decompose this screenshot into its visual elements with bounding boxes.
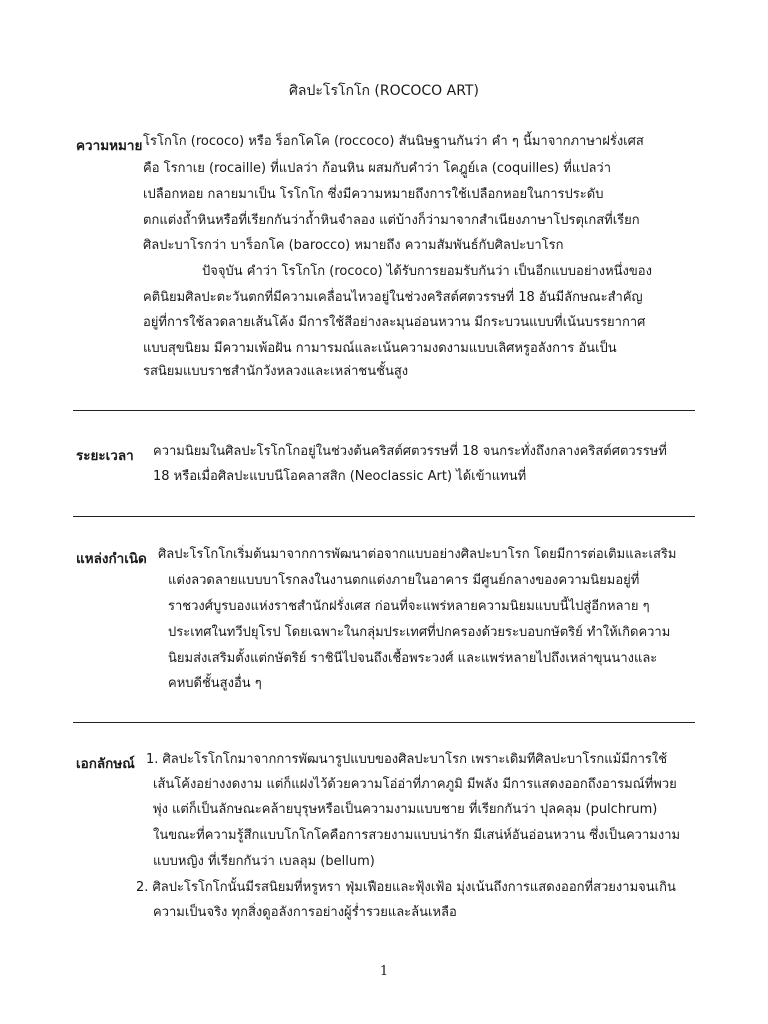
meaning-line: แบบสุขนิยม มีความเพ้อฝัน กามารมณ์และเน้นความงดงามแบบเลิศหรูอลังการ อันเป็น <box>143 341 617 356</box>
identity-line: แบบหญิง ที่เรียกกันว่า เบลลุม (bellum) <box>153 854 375 869</box>
section-label-identity: เอกลักษณ์ <box>76 756 135 772</box>
identity-line: เส้นโค้งอย่างงดงาม แต่ก็แฝงไว้ด้วยความโอ่อ่าที่ภาคภูมิ มีพลัง มีการแสดงออกถึงอารมณ์ที่พวย <box>153 777 677 792</box>
meaning-line: อยู่ที่การใช้ลวดลายเส้นโค้ง มีการใช้สีอย่างละมุนอ่อนหวาน มีกระบวนแบบที่เน้นบรรยากาศ <box>143 315 646 330</box>
origin-line: ประเทศในทวีปยุโรป โดยเฉพาะในกลุ่มประเทศที่ปกครองด้วยระบอบกษัตริย์ ทำให้เกิดความ <box>168 625 671 640</box>
identity-line: พุ่ง แต่ก็เป็นลักษณะคล้ายบุรุษหรือเป็นความงามแบบชาย ที่เรียกกันว่า ปุลคลุม (pulchrum) <box>153 802 658 817</box>
meaning-line: ตกแต่งถ้ำหินหรือที่เรียกกันว่าถ้ำหินจำลอง แต่บ้างก็ว่ามาจากสำเนียงภาษาโปรตุเกสที่เรียก <box>143 213 640 228</box>
section-divider <box>73 516 695 517</box>
section-divider <box>73 722 695 723</box>
section-label-meaning: ความหมาย <box>76 138 143 154</box>
section-label-period: ระยะเวลา <box>76 448 134 464</box>
document-title: ศิลปะโรโกโก (ROCOCO ART) <box>289 83 479 99</box>
page-number: 1 <box>379 964 389 979</box>
meaning-line: รสนิยมแบบราชสำนักวังหลวงและเหล่าชนชั้นสูง <box>143 364 409 379</box>
identity-line: 1. ศิลปะโรโกโกมาจากการพัฒนารูปแบบของศิลปะบาโรก เพราะเดิมทีศิลปะบาโรกแม้มีการใช้ <box>146 752 668 767</box>
meaning-line: เปลือกหอย กลายมาเป็น โรโกโก ซึ่งมีความหมายถึงการใช้เปลือกหอยในการประดับ <box>143 187 604 202</box>
meaning-line: ปัจจุบัน คำว่า โรโกโก (rococo) ได้รับการยอมรับกันว่า เป็นอีกแบบอย่างหนึ่งของ <box>202 264 652 279</box>
meaning-line: คตินิยมศิลปะตะวันตกที่มีความเคลื่อนไหวอยู่ในช่วงคริสต์ศตวรรษที่ 18 อันมีลักษณะสำคัญ <box>143 290 643 305</box>
origin-line: ราชวงศ์บูรบองแห่งราชสำนักฝรั่งเศส ก่อนที่จะแพร่หลายความนิยมแบบนี้ไปสู่อีกหลาย ๆ <box>168 599 650 614</box>
origin-line: ศิลปะโรโกโกเริ่มต้นมาจากการพัฒนาต่อจากแบบอย่างศิลปะบาโรก โดยมีการต่อเติมและเสริม <box>158 547 677 562</box>
identity-line: ในขณะที่ความรู้สึกแบบโกโกโคคือการสวยงามแบบน่ารัก มีเสน่ห์อันอ่อนหวาน ซึ่งเป็นความงาม <box>153 828 681 843</box>
period-line: ความนิยมในศิลปะโรโกโกอยู่ในช่วงต้นคริสต์ศตวรรษที่ 18 จนกระทั่งถึงกลางคริสต์ศตวรรษที่ <box>153 444 667 459</box>
origin-line: คหบดีชั้นสูงอื่น ๆ <box>168 676 262 691</box>
meaning-line: โรโกโก (rococo) หรือ ร็อกโคโค (roccoco) สันนิษฐานกันว่า คำ ๆ นี้มาจากภาษาฝรั่งเศส <box>143 134 644 149</box>
section-divider <box>73 410 695 411</box>
meaning-line: ศิลปะบาโรกว่า บาร็อกโค (barocco) หมายถึง ความสัมพันธ์กับศิลปะบาโรก <box>143 238 564 253</box>
meaning-line: คือ โรกาเย (rocaille) ที่แปลว่า ก้อนหิน ผสมกับคำว่า โคฎูย์เล (coquilles) ที่แปลว่า <box>143 161 612 176</box>
section-label-origin: แหล่งกำเนิด <box>76 551 147 567</box>
origin-line: แต่งลวดลายแบบบาโรกลงในงานตกแต่งภายในอาคาร มีศูนย์กลางของความนิยมอยู่ที่ <box>168 573 640 588</box>
identity-line: ความเป็นจริง ทุกสิ่งดูอลังการอย่างผู้ร่ำรวยและล้นเหลือ <box>153 905 457 920</box>
origin-line: นิยมส่งเสริมตั้งแต่กษัตริย์ ราชินีไปจนถึงเชื้อพระวงศ์ และแพร่หลายไปถึงเหล่าขุนนางและ <box>168 651 658 666</box>
period-line: 18 หรือเมื่อศิลปะแบบนีโอคลาสสิก (Neoclassic Art) ได้เข้าแทนที่ <box>153 469 527 484</box>
identity-line: 2. ศิลปะโรโกโกนั้นมีรสนิยมที่หรูหรา ฟุ่มเฟือยและฟุ้งเฟ้อ มุ่งเน้นถึงการแสดงออกที่สวยงามจนเกิน <box>136 880 676 895</box>
